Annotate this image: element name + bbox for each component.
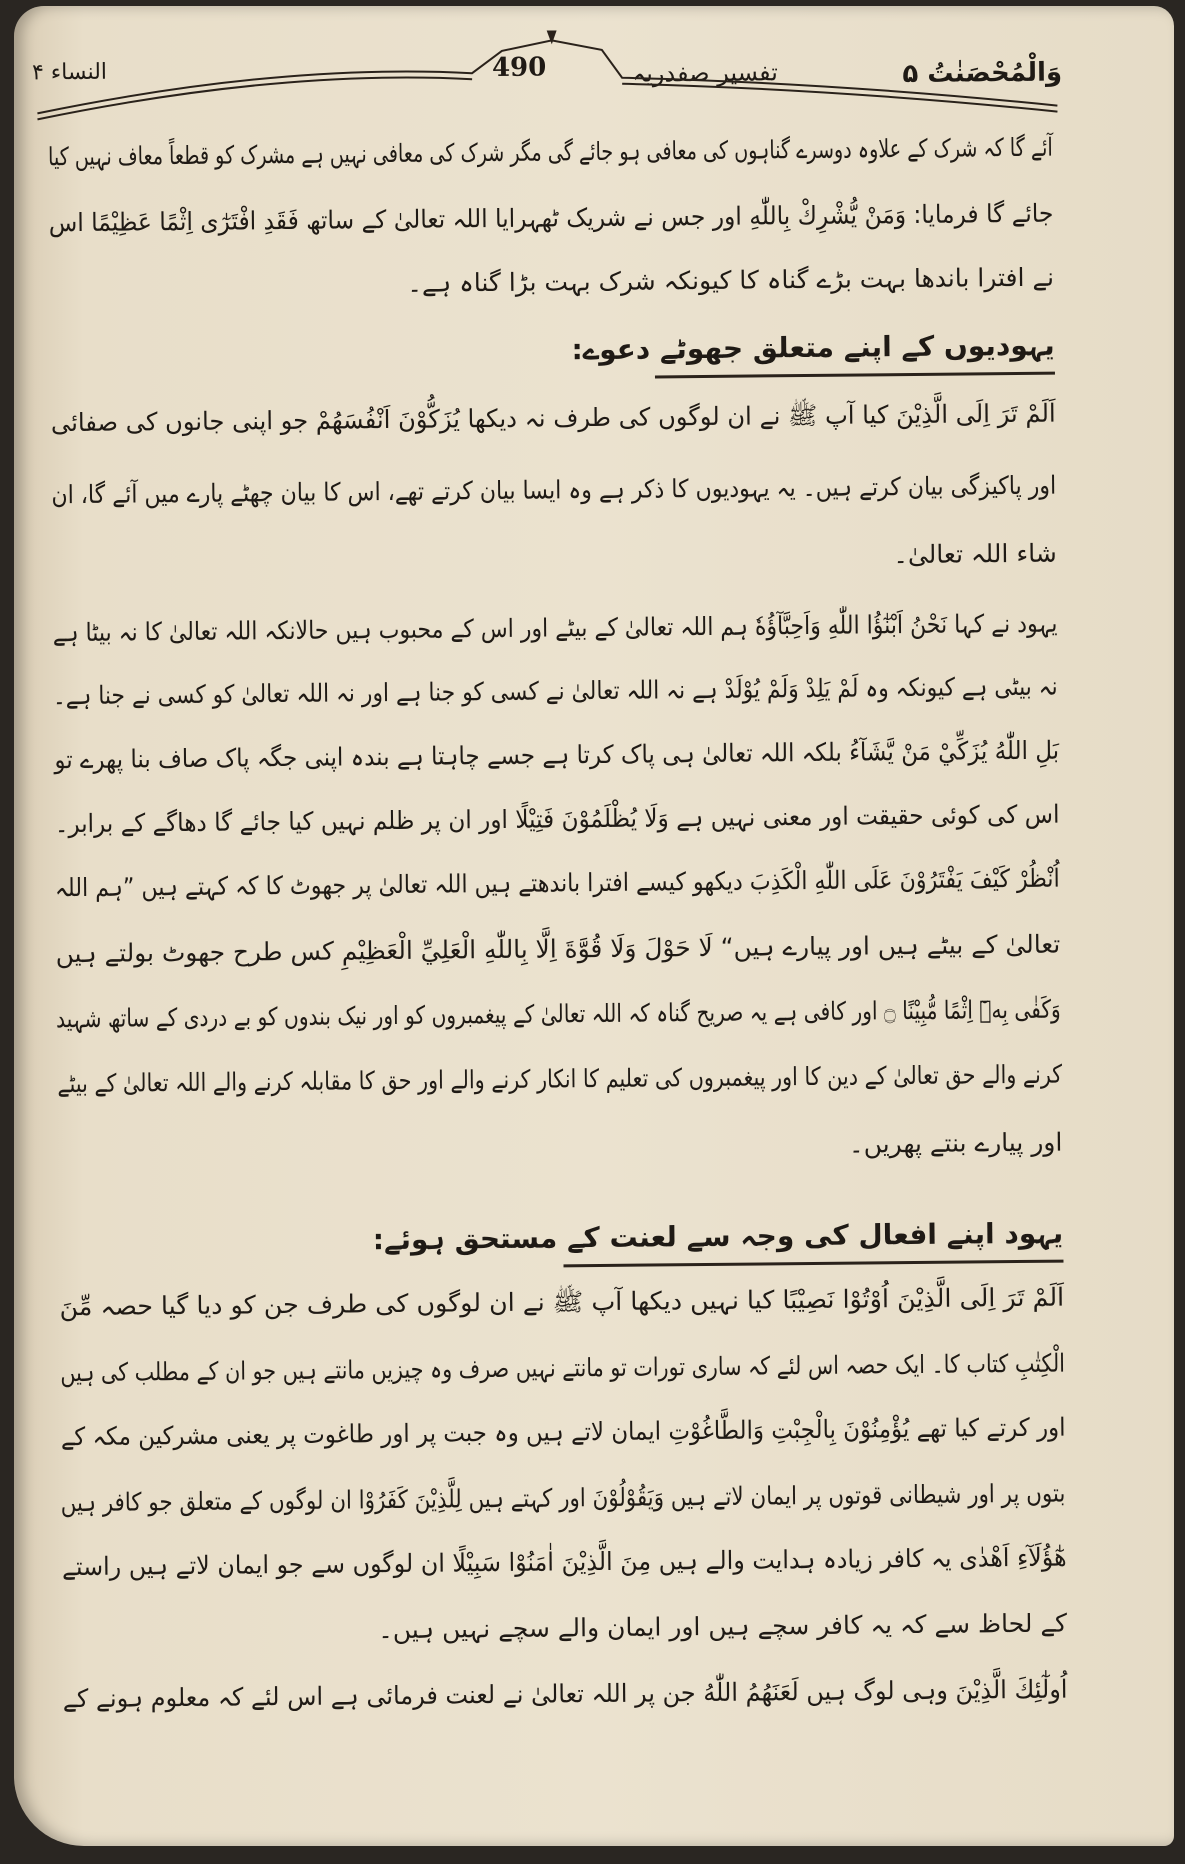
line-text: جائے گا فرمایا: وَمَنْ يُّشْرِكْ بِاللّٰهِ اور جس نے شریک ٹھہرایا اللہ تعالیٰ کے ساتھ فَقَدِ افْتَرٰٓى اِثْمًا عَظِيْمًا اس [48,198,1054,238]
line-text: وَكَفٰى بِهٖٓ اِثْمًا مُّبِيْنًا ۝ اور کافی ہے یہ صریح گناہ کہ اللہ تعالیٰ کے پیغمبروں کو اور نیک بندوں کو بے دردی کے ساتھ شہید [56,994,1062,1034]
line-text: الْكِتٰبِ کتاب کا۔ ایک حصہ اس لئے کہ ساری تورات تو مانتے نہیں صرف وہ چیزیں مانتے ہیں جو ان کے مطلب کی ہیں [59,1348,1065,1388]
header-ornament [32,26,1063,126]
line-text: یہود نے کہا نَحْنُ اَبْنٰٓؤُا اللّٰهِ وَاَحِبَّآؤُهٗ ہم اللہ تعالیٰ کے بیٹے اور اس کے محبوب ہیں حالانکہ اللہ تعالیٰ کا نہ بیٹا ہے [52,608,1058,648]
line-text: هٰٓؤُلَآءِ اَهْدٰى یہ کافر زیادہ ہدایت والے ہیں مِنَ الَّذِيْنَ اٰمَنُوْا سَبِيْلًا ان لوگوں سے جو ایمان لاتے ہیں راستے [61,1542,1067,1582]
line-text: شاء اللہ تعالیٰ۔ [893,538,1057,570]
section-heading [50,326,1055,376]
line-text: کرنے والے حق تعالیٰ کے دین کا اور پیغمبروں کی تعلیم کا انکار کرنے والے اور حق کا مقابلہ کرنے والے اللہ تعالیٰ کے بیٹے [56,1059,1062,1099]
line-text: بَلِ اللّٰهُ يُزَكِّيْ مَنْ يَّشَآءُ بلکہ اللہ تعالیٰ ہی پاک کرتا ہے جسے چاہتا ہے بندہ اپنی جگہ پاک صاف بنا پھرے تو [53,735,1059,775]
section-name: وَالْمُحْصَنٰتُ ۵ [902,57,1063,90]
line-text: یہودیوں کے اپنے متعلق جھوٹے دعوے: [571,328,1055,367]
text-line [52,604,1057,654]
line-text: نہ بیٹی ہے کیونکہ وہ لَمْ يَلِدْ وَلَمْ يُوْلَدْ ہے نہ اللہ تعالیٰ نے کسی کو جنا ہے اور نہ اللہ تعالیٰ کو کسی نے جنا ہے۔ [53,671,1059,711]
text-line [55,925,1060,975]
line-text: اُنْظُرْ كَيْفَ يَفْتَرُوْنَ عَلَى اللّٰهِ الْكَذِبَ دیکھو کیسے افترا باندھتے ہیں اللہ تعالیٰ پر جھوٹ کا کہ کہتے ہیں ”ہم اللہ [55,863,1060,903]
text-line [55,859,1060,909]
text-line [62,1604,1067,1654]
text-line [60,1408,1065,1458]
text-line [57,1123,1062,1173]
line-text: یہود اپنے افعال کی وجہ سے لعنت کے مستحق ہوئے: [372,1216,1064,1257]
line-text: اور کرتے کیا تھے يُؤْمِنُوْنَ بِالْجِبْتِ وَالطَّاغُوْتِ ایمان لاتے ہیں وہ جبت پر اور طاغوت پر یعنی مشرکین مکہ کے [60,1412,1066,1452]
line-text: آئے گا کہ شرک کے علاوہ دوسرے گناہوں کی معافی ہو جائے گی مگر شرک کی معافی نہیں ہے مشرک کو قطعاً معاف نہیں کیا [47,132,1053,172]
book-title: تفسیر صفدریہ [631,58,778,88]
text-line [53,667,1058,717]
text-line [48,194,1053,244]
text-line [59,1344,1064,1394]
line-text: کے لحاظ سے کہ یہ کافر سچے ہیں اور ایمان والے سچے نہیں ہیں۔ [378,1608,1068,1645]
line-text: اس کی کوئی حقیقت اور معنی نہیں ہے وَلَا يُظْلَمُوْنَ فَتِيْلًا اور ان پر ظلم نہیں کیا جائے گا دھاگے کے برابر۔ [54,799,1060,839]
text-line [49,258,1054,308]
text-line [61,1538,1066,1588]
text-line [59,1278,1064,1328]
line-text: اَلَمْ تَرَ اِلَى الَّذِيْنَ کیا آپ ﷺ نے ان لوگوں کی طرف نہ دیکھا يُزَكُّوْنَ اَنْفُسَهُمْ جو اپنی جانوں کی صفائی [50,398,1056,438]
section-heading [58,1214,1063,1264]
line-text: اَلَمْ تَرَ اِلَى الَّذِيْنَ اُوْتُوْا نَصِيْبًا کیا نہیں دیکھا آپ ﷺ نے ان لوگوں کی طرف جن کو دیا گیا حصہ مِّنَ [59,1282,1064,1322]
heading-underline [655,372,1055,379]
text-line [53,731,1058,781]
heading-underline [563,1260,1063,1268]
text-line [48,128,1053,178]
text-line [57,1055,1062,1105]
page-number: 490 [491,52,547,83]
text-line [54,795,1059,845]
text-line [62,1670,1067,1720]
surah-name: النساء ۴ [31,59,108,86]
text-line [52,534,1057,584]
text-line [51,466,1056,516]
line-text: اُولٰٓئِكَ الَّذِيْنَ وہی لوگ ہیں لَعَنَهُمُ اللّٰهُ جن پر اللہ تعالیٰ نے لعنت فرمائی ہے اس لئے کہ معلوم ہونے کے [62,1674,1068,1714]
line-text: اور پاکیزگی بیان کرتے ہیں۔ یہ یہودیوں کا ذکر ہے وہ ایسا بیان کرتے تھے، اس کا بیان چھٹے پارے میں آئے گا، ان [51,470,1057,510]
text-line [50,394,1055,444]
line-text: اور پیارے بنتے پھریں۔ [848,1127,1063,1159]
text-line [56,990,1061,1040]
line-text: تعالیٰ کے بیٹے ہیں اور پیارے ہیں“ لَا حَوْلَ وَلَا قُوَّةَ اِلَّا بِاللّٰهِ الْعَلِيِّ الْعَظِيْمِ کس طرح جھوٹ بولتے ہیں [55,929,1061,969]
line-text: نے افترا باندھا بہت بڑے گناہ کا کیونکہ شرک بہت بڑا گناہ ہے۔ [407,262,1055,298]
line-text: بتوں پر اور شیطانی قوتوں پر ایمان لاتے ہیں وَيَقُوْلُوْنَ اور کہتے ہیں لِلَّذِيْنَ كَفَرُوْا ان لوگوں کے متعلق جو کافر ہیں [60,1478,1066,1518]
text-line [61,1474,1066,1524]
